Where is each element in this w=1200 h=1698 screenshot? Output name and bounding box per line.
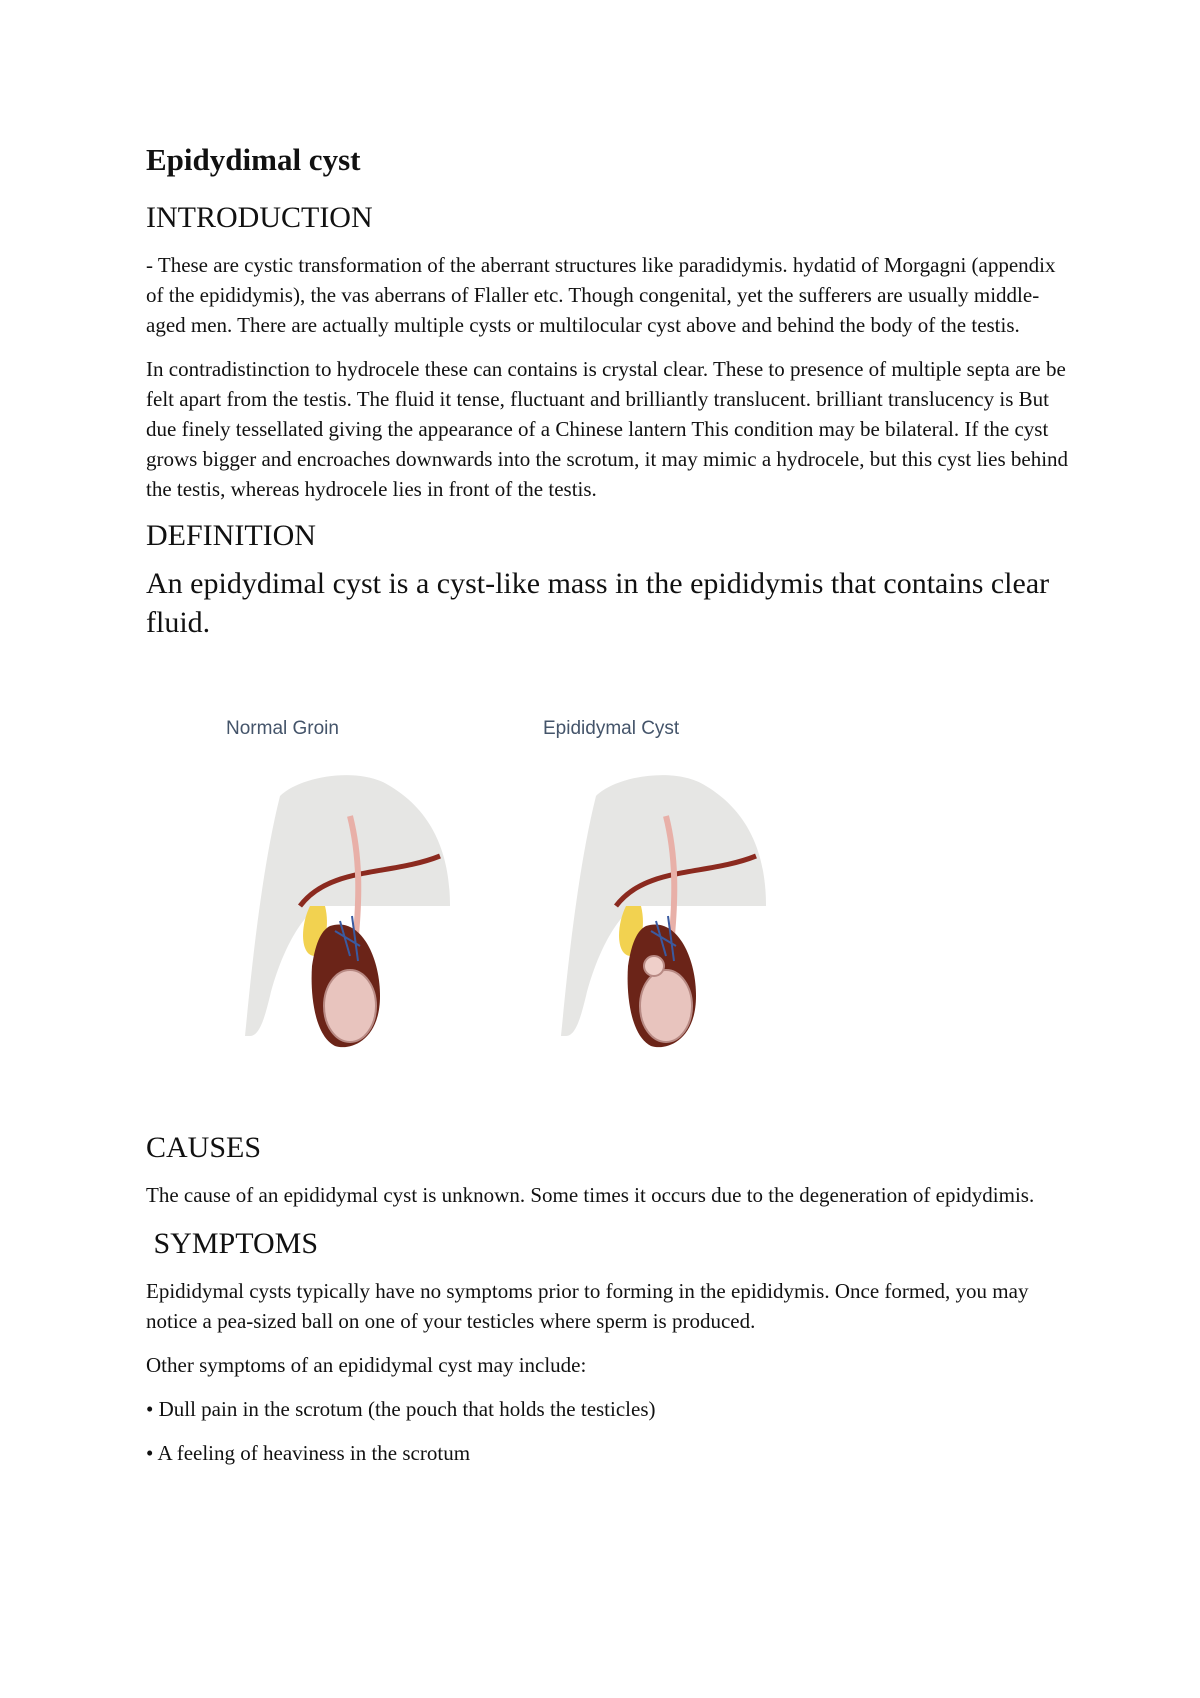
document-title: Epidydimal cyst	[146, 142, 361, 177]
definition-text: An epidydimal cyst is a cyst-like mass in the epididymis that contains clear fluid.	[146, 567, 1050, 639]
symptoms-paragraph-1: Epididymal cysts typically have no symptoms prior to forming in the epididymis. Once formed, you may notice a pea-sized ball on one of your testicles where sperm is produced.	[146, 1279, 1029, 1333]
introduction-paragraph-2: In contradistinction to hydrocele these can contains is crystal clear. These to presence of multiple septa are be felt apart from the testis. The fluid it tense, fluctuant and brilliantly translucent. brilliant translucency is But due finely tessellated giving the appearance of a Chinese lantern This condition may be bilateral. If the cyst grows bigger and encroaches downwards into the scrotum, it may mimic a hydrocele, but this cyst lies behind the testis, whereas hydrocele lies in front of the testis.	[146, 357, 1069, 501]
symptoms-paragraph-2: Other symptoms of an epididymal cyst may include:	[146, 1353, 587, 1377]
causes-heading: CAUSES	[146, 1131, 262, 1164]
normal-groin-illustration	[240, 756, 480, 1056]
causes-text: The cause of an epididymal cyst is unknown. Some times it occurs due to the degeneration of epidydimis.	[146, 1183, 1035, 1207]
symptom-bullet-1: • Dull pain in the scrotum (the pouch that holds the testicles)	[146, 1397, 656, 1421]
document-page	[146, 140, 1076, 1468]
testis	[640, 970, 692, 1042]
testis	[324, 970, 376, 1042]
epididymal-cyst-illustration	[556, 756, 796, 1056]
symptoms-heading: SYMPTOMS	[146, 1227, 319, 1260]
anatomy-figure	[146, 718, 1076, 1118]
normal-groin-label: Normal Groin	[226, 718, 339, 739]
introduction-heading: INTRODUCTION	[146, 201, 373, 234]
cyst	[644, 956, 664, 976]
symptom-bullet-2: • A feeling of heaviness in the scrotum	[146, 1441, 471, 1465]
epididymal-cyst-label: Epididymal Cyst	[543, 718, 680, 739]
introduction-paragraph-1: - These are cystic transformation of the aberrant structures like paradidymis. hydatid of Morgagni (appendix of the epididymis), the vas aberrans of Flaller etc. Though congenital, yet the sufferers are usually middle-aged men. There are actually multiple cysts or multilocular cyst above and behind the body of the testis.	[146, 253, 1056, 337]
definition-heading: DEFINITION	[146, 519, 316, 552]
